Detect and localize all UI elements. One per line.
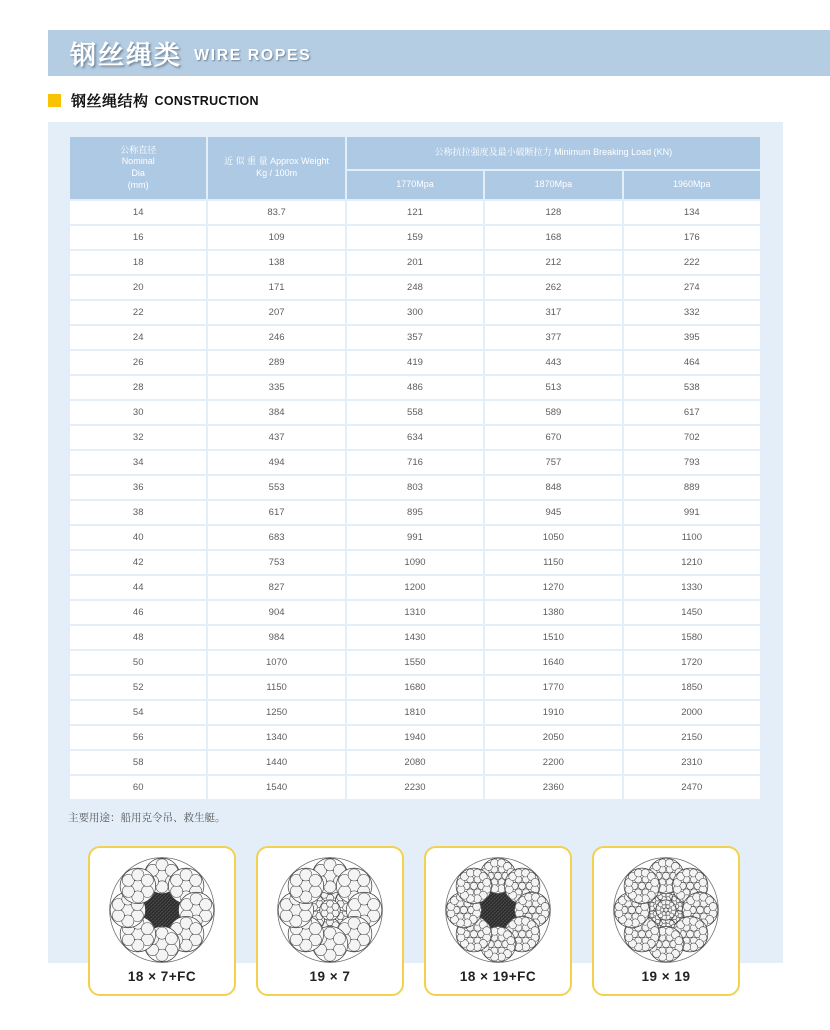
- table-row: [70, 651, 760, 674]
- col-header-weight: [208, 137, 344, 199]
- table-cell: 2050: [485, 726, 621, 749]
- table-cell: 274: [624, 276, 760, 299]
- table-cell: 2310: [624, 751, 760, 774]
- table-cell: 52: [70, 676, 206, 699]
- page-title-cn: 钢丝绳类: [70, 39, 183, 70]
- cross-section-18x7-fc-card: [88, 846, 236, 996]
- table-cell: 109: [208, 226, 344, 249]
- table-cell: 895: [347, 501, 483, 524]
- table-cell: 58: [70, 751, 206, 774]
- table-cell: 34: [70, 451, 206, 474]
- table-cell: 36: [70, 476, 206, 499]
- table-header-row-1: [70, 137, 760, 169]
- table-row: [70, 451, 760, 474]
- table-cell: 2470: [624, 776, 760, 799]
- table-cell: 670: [485, 426, 621, 449]
- table-cell: 201: [347, 251, 483, 274]
- table-cell: 464: [624, 351, 760, 374]
- table-cell: 1270: [485, 576, 621, 599]
- table-cell: 1450: [624, 601, 760, 624]
- table-row: [70, 576, 760, 599]
- table-cell: 44: [70, 576, 206, 599]
- table-cell: 904: [208, 601, 344, 624]
- table-row: [70, 301, 760, 324]
- table-cell: 32: [70, 426, 206, 449]
- table-cell: 991: [624, 501, 760, 524]
- cross-section-19x19-image: [608, 853, 724, 967]
- table-cell: 395: [624, 326, 760, 349]
- table-cell: 848: [485, 476, 621, 499]
- table-row: [70, 676, 760, 699]
- table-cell: 121: [347, 201, 483, 224]
- table-cell: 335: [208, 376, 344, 399]
- table-row: [70, 251, 760, 274]
- col-header-diameter-unit: (mm): [127, 179, 149, 190]
- table-cell: 2150: [624, 726, 760, 749]
- table-cell: 494: [208, 451, 344, 474]
- table-cell: 1100: [624, 526, 760, 549]
- table-cell: 1330: [624, 576, 760, 599]
- table-cell: 357: [347, 326, 483, 349]
- table-cell: 377: [485, 326, 621, 349]
- table-cell: 1070: [208, 651, 344, 674]
- section-heading: [48, 90, 830, 111]
- table-cell: 46: [70, 601, 206, 624]
- table-cell: 589: [485, 401, 621, 424]
- table-cell: 317: [485, 301, 621, 324]
- col-header-weight-title: 近 似 重 量 Approx Weight: [224, 156, 330, 167]
- table-cell: 1850: [624, 676, 760, 699]
- table-cell: 1250: [208, 701, 344, 724]
- table-cell: 1810: [347, 701, 483, 724]
- table-cell: 248: [347, 276, 483, 299]
- construction-cards: [88, 846, 783, 996]
- table-body: [70, 201, 760, 799]
- col-header-weight-unit: Kg / 100m: [256, 168, 298, 178]
- cross-section-18x7-fc-image: [104, 853, 220, 967]
- col-header-diameter: [70, 137, 206, 199]
- table-cell: 50: [70, 651, 206, 674]
- table-cell: 683: [208, 526, 344, 549]
- table-cell: 24: [70, 326, 206, 349]
- table-cell: 384: [208, 401, 344, 424]
- table-cell: 1440: [208, 751, 344, 774]
- table-cell: 20: [70, 276, 206, 299]
- cross-section-19x7-image: [272, 853, 388, 967]
- table-cell: 2360: [485, 776, 621, 799]
- construction-label: 19 × 7: [309, 969, 351, 984]
- table-cell: 2200: [485, 751, 621, 774]
- wire-rope-spec-table: [68, 135, 762, 801]
- table-cell: 1640: [485, 651, 621, 674]
- table-cell: 889: [624, 476, 760, 499]
- col-header-1770mpa: 1770Mpa: [347, 171, 483, 199]
- table-cell: 1940: [347, 726, 483, 749]
- table-cell: 553: [208, 476, 344, 499]
- construction-label: 18 × 7+FC: [127, 969, 197, 984]
- table-row: [70, 726, 760, 749]
- table-cell: 803: [347, 476, 483, 499]
- cross-section-19x19-card: [592, 846, 740, 996]
- table-cell: 138: [208, 251, 344, 274]
- table-row: [70, 601, 760, 624]
- table-cell: 1910: [485, 701, 621, 724]
- table-header: [70, 137, 760, 199]
- table-cell: 945: [485, 501, 621, 524]
- section-title-cn: 钢丝绳结构: [71, 93, 149, 110]
- table-cell: 1150: [485, 551, 621, 574]
- table-cell: 38: [70, 501, 206, 524]
- table-cell: 1680: [347, 676, 483, 699]
- table-cell: 246: [208, 326, 344, 349]
- table-row: [70, 751, 760, 774]
- table-row: [70, 326, 760, 349]
- table-cell: 538: [624, 376, 760, 399]
- table-cell: 984: [208, 626, 344, 649]
- table-row: [70, 626, 760, 649]
- table-cell: 22: [70, 301, 206, 324]
- table-cell: 14: [70, 201, 206, 224]
- cross-section-18x19-fc-card: [424, 846, 572, 996]
- col-header-diameter-en2: Dia: [131, 168, 145, 178]
- col-header-diameter-cn: 公称直径: [120, 144, 157, 155]
- table-row: [70, 426, 760, 449]
- table-row: [70, 351, 760, 374]
- section-bullet-icon: [48, 94, 61, 107]
- table-cell: 1210: [624, 551, 760, 574]
- table-cell: 753: [208, 551, 344, 574]
- table-row: [70, 226, 760, 249]
- table-cell: 2000: [624, 701, 760, 724]
- table-cell: 134: [624, 201, 760, 224]
- table-cell: 2230: [347, 776, 483, 799]
- table-row: [70, 376, 760, 399]
- table-row: [70, 501, 760, 524]
- table-cell: 558: [347, 401, 483, 424]
- construction-label: 19 × 19: [641, 969, 691, 984]
- page-banner: [48, 30, 830, 76]
- table-cell: 289: [208, 351, 344, 374]
- table-cell: 212: [485, 251, 621, 274]
- table-cell: 827: [208, 576, 344, 599]
- table-row: [70, 476, 760, 499]
- table-cell: 48: [70, 626, 206, 649]
- table-row: [70, 526, 760, 549]
- table-cell: 16: [70, 226, 206, 249]
- table-cell: 18: [70, 251, 206, 274]
- table-cell: 60: [70, 776, 206, 799]
- table-cell: 176: [624, 226, 760, 249]
- table-cell: 300: [347, 301, 483, 324]
- table-cell: 1200: [347, 576, 483, 599]
- table-cell: 168: [485, 226, 621, 249]
- table-cell: 56: [70, 726, 206, 749]
- table-cell: 1050: [485, 526, 621, 549]
- table-cell: 443: [485, 351, 621, 374]
- table-cell: 1720: [624, 651, 760, 674]
- usage-note: 主要用途：船用克令吊、救生艇。: [68, 812, 226, 824]
- table-cell: 1090: [347, 551, 483, 574]
- table-cell: 1770: [485, 676, 621, 699]
- table-cell: 1540: [208, 776, 344, 799]
- table-cell: 83.7: [208, 201, 344, 224]
- table-cell: 486: [347, 376, 483, 399]
- table-cell: 159: [347, 226, 483, 249]
- table-cell: 28: [70, 376, 206, 399]
- table-cell: 332: [624, 301, 760, 324]
- table-cell: 207: [208, 301, 344, 324]
- cross-section-19x7-card: [256, 846, 404, 996]
- table-cell: 128: [485, 201, 621, 224]
- table-row: [70, 276, 760, 299]
- table-cell: 1510: [485, 626, 621, 649]
- table-row: [70, 776, 760, 799]
- table-cell: 716: [347, 451, 483, 474]
- table-row: [70, 201, 760, 224]
- table-cell: 1150: [208, 676, 344, 699]
- table-cell: 793: [624, 451, 760, 474]
- table-cell: 171: [208, 276, 344, 299]
- cross-section-18x19-fc-image: [440, 853, 556, 967]
- table-cell: 437: [208, 426, 344, 449]
- table-cell: 1380: [485, 601, 621, 624]
- table-cell: 513: [485, 376, 621, 399]
- table-cell: 1550: [347, 651, 483, 674]
- table-cell: 42: [70, 551, 206, 574]
- section-title-en: CONSTRUCTION: [154, 93, 259, 108]
- col-header-1960mpa: 1960Mpa: [624, 171, 760, 199]
- table-row: [70, 551, 760, 574]
- table-row: [70, 401, 760, 424]
- table-cell: 54: [70, 701, 206, 724]
- table-cell: 1430: [347, 626, 483, 649]
- table-cell: 1340: [208, 726, 344, 749]
- col-header-1870mpa: 1870Mpa: [485, 171, 621, 199]
- table-cell: 1310: [347, 601, 483, 624]
- table-cell: 30: [70, 401, 206, 424]
- table-cell: 702: [624, 426, 760, 449]
- col-header-breaking-load-group: 公称抗拉强度及最小破断拉力 Minimum Breaking Load (KN): [347, 137, 760, 169]
- table-cell: 1580: [624, 626, 760, 649]
- table-cell: 757: [485, 451, 621, 474]
- table-cell: 617: [208, 501, 344, 524]
- table-cell: 262: [485, 276, 621, 299]
- table-cell: 26: [70, 351, 206, 374]
- table-cell: 634: [347, 426, 483, 449]
- col-header-diameter-en1: Nominal: [121, 156, 155, 167]
- table-cell: 2080: [347, 751, 483, 774]
- construction-label: 18 × 19+FC: [459, 969, 537, 984]
- table-row: [70, 701, 760, 724]
- table-cell: 40: [70, 526, 206, 549]
- table-cell: 419: [347, 351, 483, 374]
- content-panel: [48, 122, 783, 984]
- table-cell: 617: [624, 401, 760, 424]
- table-cell: 222: [624, 251, 760, 274]
- table-cell: 991: [347, 526, 483, 549]
- page-title-en: WIRE ROPES: [194, 47, 312, 64]
